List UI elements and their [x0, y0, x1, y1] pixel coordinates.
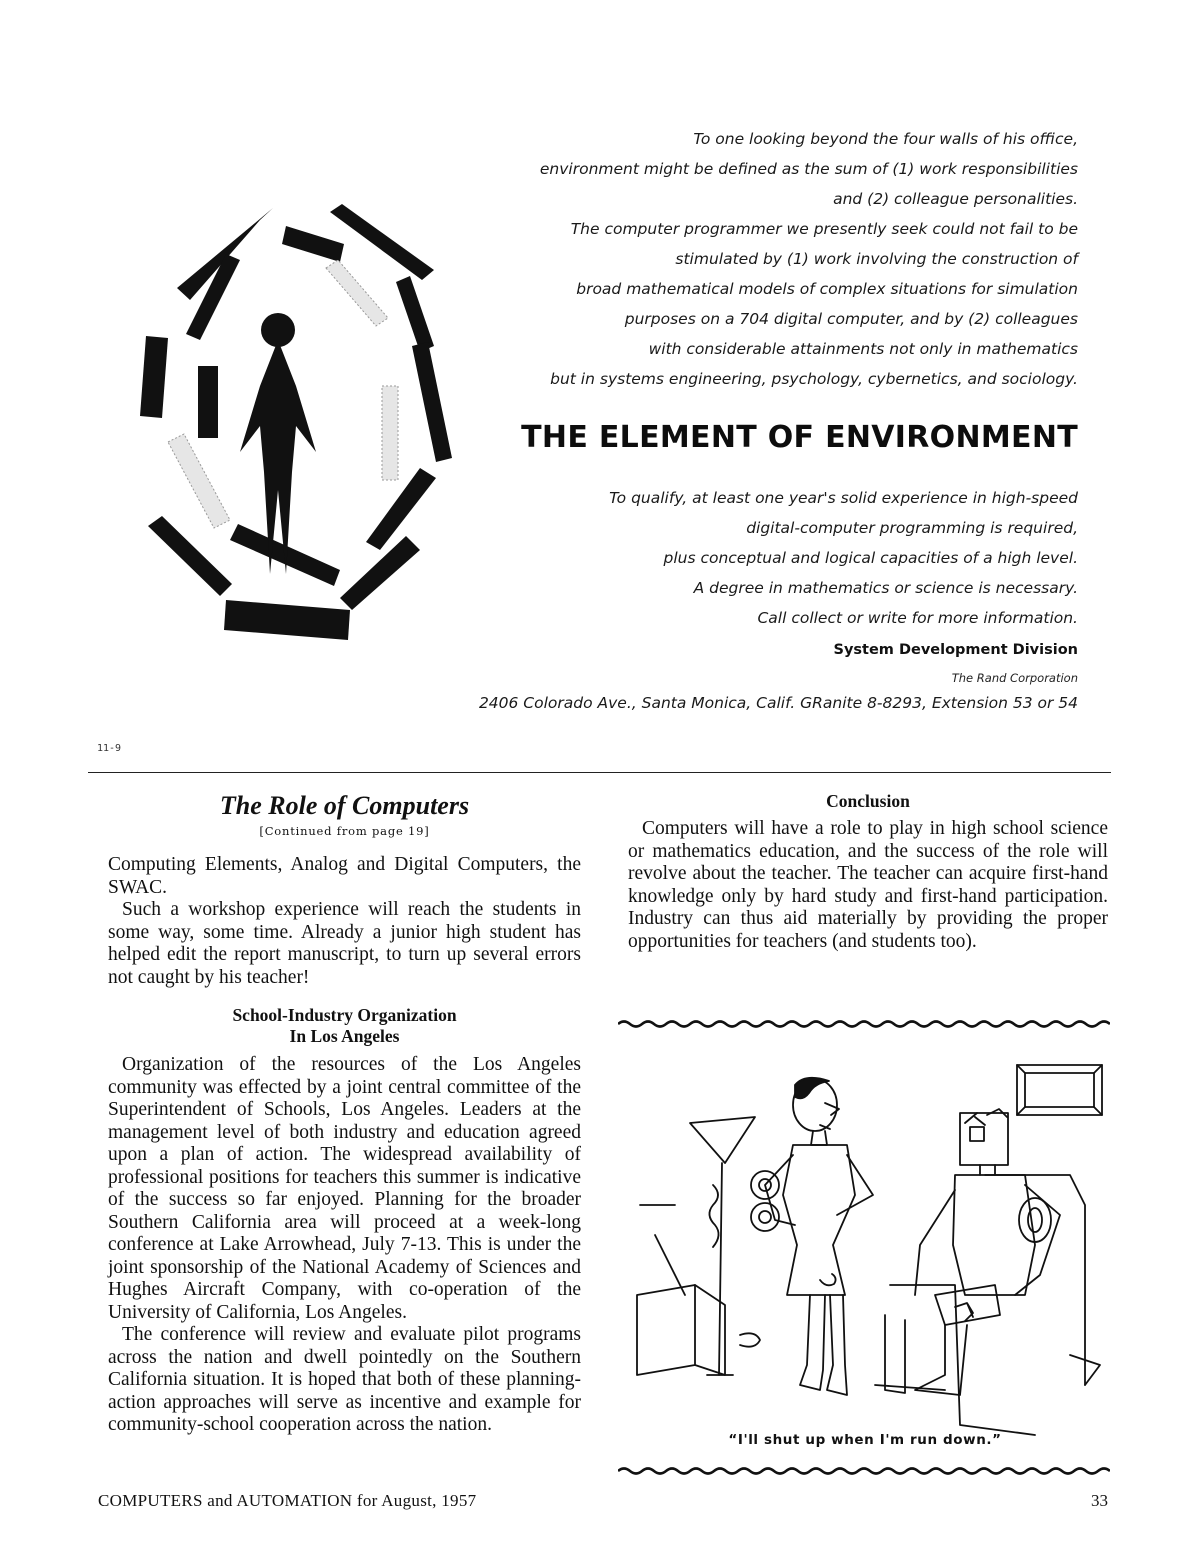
publication-footer: COMPUTERS and AUTOMATION for August, 1957: [98, 1491, 477, 1510]
article-paragraph: Organization of the resources of the Los Angeles community was effected by a joint central committee of the Superintendent of Schools, Los Angeles. Leaders at the management level of both industry and education agreed upon a plan of action. The widespread availability of professional positions for teachers this summer is indicative of the success so far enjoyed. Planning for the broader Southern California area will proceed at a week-long conference at Lake Arrowhead, July 7-13. This is under the joint sponsorship of the National Academy of Sciences and Hughes Aircraft Company, with co-operation of the University of California, Los Angeles.: [108, 1054, 581, 1323]
ad-intro-line: with considerable attainments not only in mathematics: [648, 340, 1078, 358]
ad-division: System Development Division: [833, 642, 1078, 658]
article-title: The Role of Computers: [219, 791, 470, 820]
subhead-line: School-Industry Organization: [232, 1005, 457, 1025]
conclusion-paragraph: Computers will have a role to play in high school science or mathematics education, and the success of the role will revolve about the teacher. The teacher can acquire first-hand knowledge only by hard study and first-hand participation. Industry can thus aid materially by providing the proper opportunities for teachers (and students too).: [628, 818, 1108, 952]
ad-requirement-line: A degree in mathematics or science is necessary.: [693, 579, 1078, 597]
logo-bar: [412, 342, 452, 462]
ad-intro-text: [540, 124, 1078, 394]
wavy-divider-top: [618, 1019, 1110, 1029]
article-paragraph: The conference will review and evaluate pilot programs across the nation and dwell pointedly on the Southern California situation. It is hoped that both of these planning-action approaches will serve as incentive and example for community-school cooperation across the nation.: [108, 1324, 581, 1435]
cartoon-illustration: [615, 1045, 1115, 1443]
ad-intro-line: The computer programmer we presently seek could not fail to be: [570, 220, 1078, 238]
article-paragraph: Computing Elements, Analog and Digital Computers, the SWAC.: [108, 854, 581, 898]
wall-picture: [1017, 1065, 1102, 1115]
page-number: 33: [1091, 1491, 1108, 1510]
logo-bar: [366, 468, 436, 550]
article-right-column: [628, 790, 1108, 953]
logo-shaded-bar: [326, 260, 388, 326]
logo-bar: [198, 366, 218, 438]
floor-lamp: [690, 1117, 755, 1375]
logo-shaded-bar: [168, 434, 230, 528]
ad-intro-line: and (2) colleague personalities.: [833, 190, 1078, 208]
cartoon-caption: “I'll shut up when I'm run down.”: [728, 1432, 1002, 1448]
rand-logo-figure: [130, 190, 460, 650]
ad-headline: THE ELEMENT OF ENVIRONMENT: [521, 420, 1078, 455]
ad-intro-line: To one looking beyond the four walls of his office,: [693, 130, 1078, 148]
armchair: [875, 1175, 1100, 1435]
ad-intro-line: purposes on a 704 digital computer, and by (2) colleagues: [624, 310, 1078, 328]
ad-requirement-line: To qualify, at least one year's solid experience in high-speed: [609, 489, 1078, 507]
logo-bar: [148, 516, 232, 596]
ad-intro-line: but in systems engineering, psychology, cybernetics, and sociology.: [550, 370, 1078, 388]
ad-requirement-line: digital-computer programming is required,: [746, 519, 1078, 537]
robot-figure: [885, 1109, 1060, 1395]
article-left-column: [108, 790, 581, 1437]
ad-intro-line: stimulated by (1) work involving the construction of: [675, 250, 1078, 268]
logo-shaded-bar: [382, 386, 398, 480]
ad-requirement-line: plus conceptual and logical capacities of a high level.: [663, 549, 1078, 567]
conclusion-heading: Conclusion: [826, 791, 910, 811]
section-divider: [88, 772, 1111, 773]
section-subhead: [108, 1005, 581, 1047]
wavy-divider-bottom: [618, 1466, 1110, 1476]
ad-code: 11-9: [97, 743, 122, 754]
logo-bar: [140, 336, 168, 418]
logo-bar: [396, 276, 434, 352]
continued-note: [Continued from page 19]: [259, 824, 430, 838]
ad-requirement-line: Call collect or write for more information.: [757, 609, 1078, 627]
left-furniture: [637, 1205, 760, 1375]
ad-requirements-text: [609, 483, 1078, 633]
ad-intro-line: broad mathematical models of complex situations for simulation: [576, 280, 1078, 298]
ad-intro-line: environment might be defined as the sum of (1) work responsibilities: [539, 160, 1078, 178]
ad-address: 2406 Colorado Ave., Santa Monica, Calif. GRanite 8-8293, Extension 53 or 54: [478, 694, 1078, 712]
logo-bar: [224, 600, 350, 640]
logo-bar: [282, 226, 344, 262]
ad-corporation: The Rand Corporation: [951, 671, 1078, 685]
article-paragraph: Such a workshop experience will reach the students in some way, some time. Already a junior high student has helped edit the report manuscript, to turn up several errors not caught by his teacher!: [108, 899, 581, 988]
subhead-line: In Los Angeles: [289, 1026, 400, 1046]
woman-figure: [751, 1078, 873, 1395]
